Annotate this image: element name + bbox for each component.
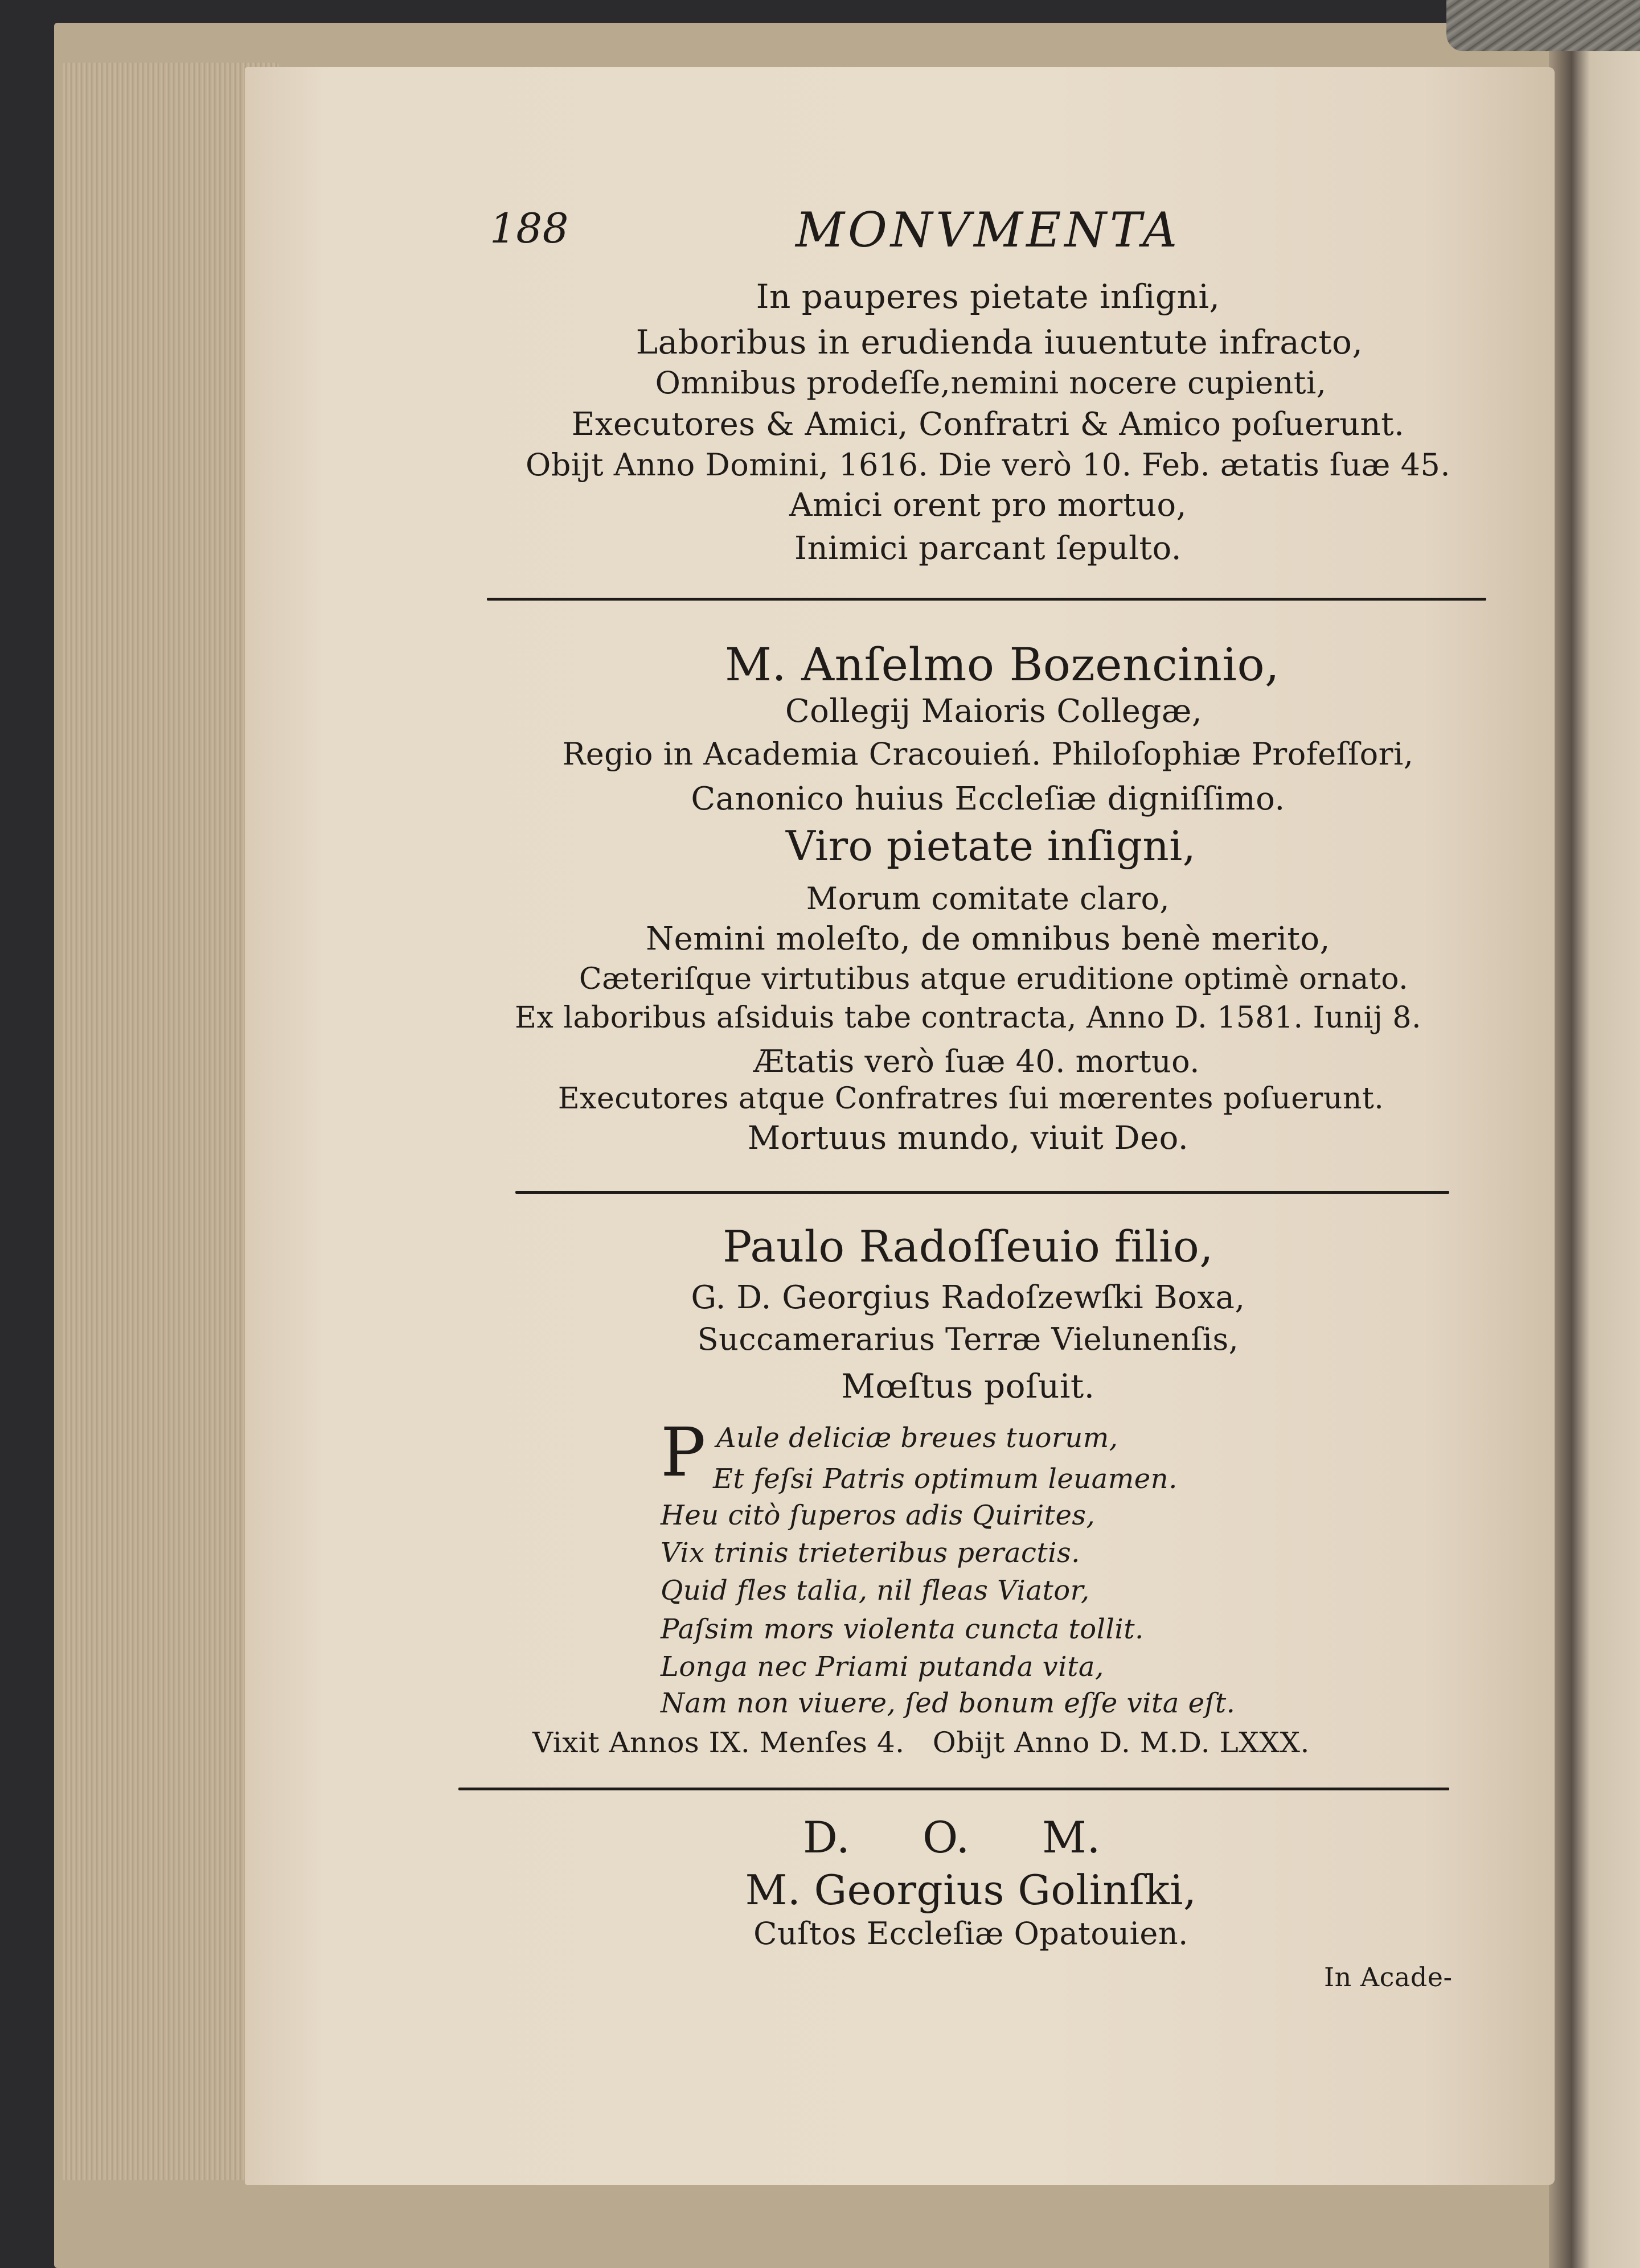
verse-line: Vix trinis trieteribus peractis. <box>661 1537 1080 1569</box>
catchword: In Acade- <box>1324 1962 1453 1992</box>
verse-line: Aule deliciæ breues tuorum, <box>716 1422 1118 1454</box>
verse-line: Paſsim mors violenta cuncta tollit. <box>661 1613 1144 1645</box>
sec2-title: M. Anſelmo Bozencinio, <box>724 638 1280 691</box>
running-title: MONVMENTA <box>796 202 1180 258</box>
sec2-line: Nemini moleſto, de omnibus benè merito, <box>646 921 1330 958</box>
sec1-line: In pauperes pietate inſigni, <box>756 277 1220 316</box>
divider-rule <box>458 1788 1449 1790</box>
divider-rule <box>515 1191 1449 1194</box>
sec2-line: Ætatis verò ſuæ 40. mortuo. <box>753 1043 1200 1079</box>
sec1-line: Executores & Amici, Confratri & Amico poſuerunt. <box>571 406 1405 443</box>
sec2-line: Ex laboribus aſsiduis tabe contracta, Anno D. 1581. Iunij 8. <box>514 1001 1422 1035</box>
verse-line: Et feſsi Patris optimum leuamen. <box>713 1463 1178 1495</box>
divider-rule <box>487 598 1486 601</box>
drop-cap: P <box>661 1413 706 1492</box>
verse-line: Quid fles talia, nil fleas Viator, <box>661 1575 1090 1606</box>
dom-letter: D. <box>803 1812 851 1863</box>
sec3-line: Mœſtus poſuit. <box>841 1367 1095 1406</box>
sec2-line: Mortuus mundo, viuit Deo. <box>747 1120 1189 1157</box>
dom-letter: M. <box>1042 1812 1101 1863</box>
dom-letter: O. <box>922 1812 970 1863</box>
sec3-line: Succamerarius Terræ Vielunenſis, <box>697 1321 1239 1357</box>
verse-line: Nam non viuere, ſed bonum eſſe vita eſt. <box>661 1687 1236 1719</box>
sec2-subtitle: Viro pietate inſigni, <box>785 822 1196 870</box>
sec2-line: Canonico huius Eccleſiæ digniſſimo. <box>691 780 1285 817</box>
sec4-title: M. Georgius Golinſki, <box>745 1866 1197 1914</box>
sec2-line: Executores atque Confratres ſui mœrentes poſuerunt. <box>557 1082 1384 1116</box>
sec1-line: Amici orent pro mortuo, <box>789 487 1187 524</box>
sec4-line: Cuſtos Eccleſiæ Opatouien. <box>753 1916 1188 1951</box>
sec1-line: Laboribus in erudienda iuuentute infracto, <box>636 323 1363 361</box>
verse-line: Heu citò ſuperos adis Quirites, <box>661 1499 1096 1531</box>
closing-line: Vixit Annos IX. Menſes 4. Obijt Anno D. M.D. LXXX. <box>532 1726 1310 1759</box>
sec2-line: Collegij Maioris Collegæ, <box>785 693 1203 730</box>
sec2-line: Regio in Academia Cracouień. Philoſophiæ Profeſſori, <box>562 736 1414 772</box>
page-number: 188 <box>490 204 569 252</box>
sec3-title: Paulo Radoſſeuio filio, <box>723 1221 1213 1272</box>
sec2-line: Morum comitate claro, <box>806 881 1170 917</box>
sec3-line: G. D. Georgius Radoſzewſki Boxa, <box>691 1279 1245 1316</box>
sec2-line: Cæteriſque virtutibus atque eruditione optimè ornato. <box>579 962 1409 996</box>
verse-line: Longa nec Priami putanda vita, <box>661 1651 1104 1683</box>
sec1-line: Inimici parcant ſepulto. <box>794 530 1182 567</box>
sec1-line: Omnibus prodeſſe,nemini nocere cupienti, <box>655 365 1327 401</box>
sec1-line: Obijt Anno Domini, 1616. Die verò 10. Feb. ætatis ſuæ 45. <box>526 447 1450 483</box>
